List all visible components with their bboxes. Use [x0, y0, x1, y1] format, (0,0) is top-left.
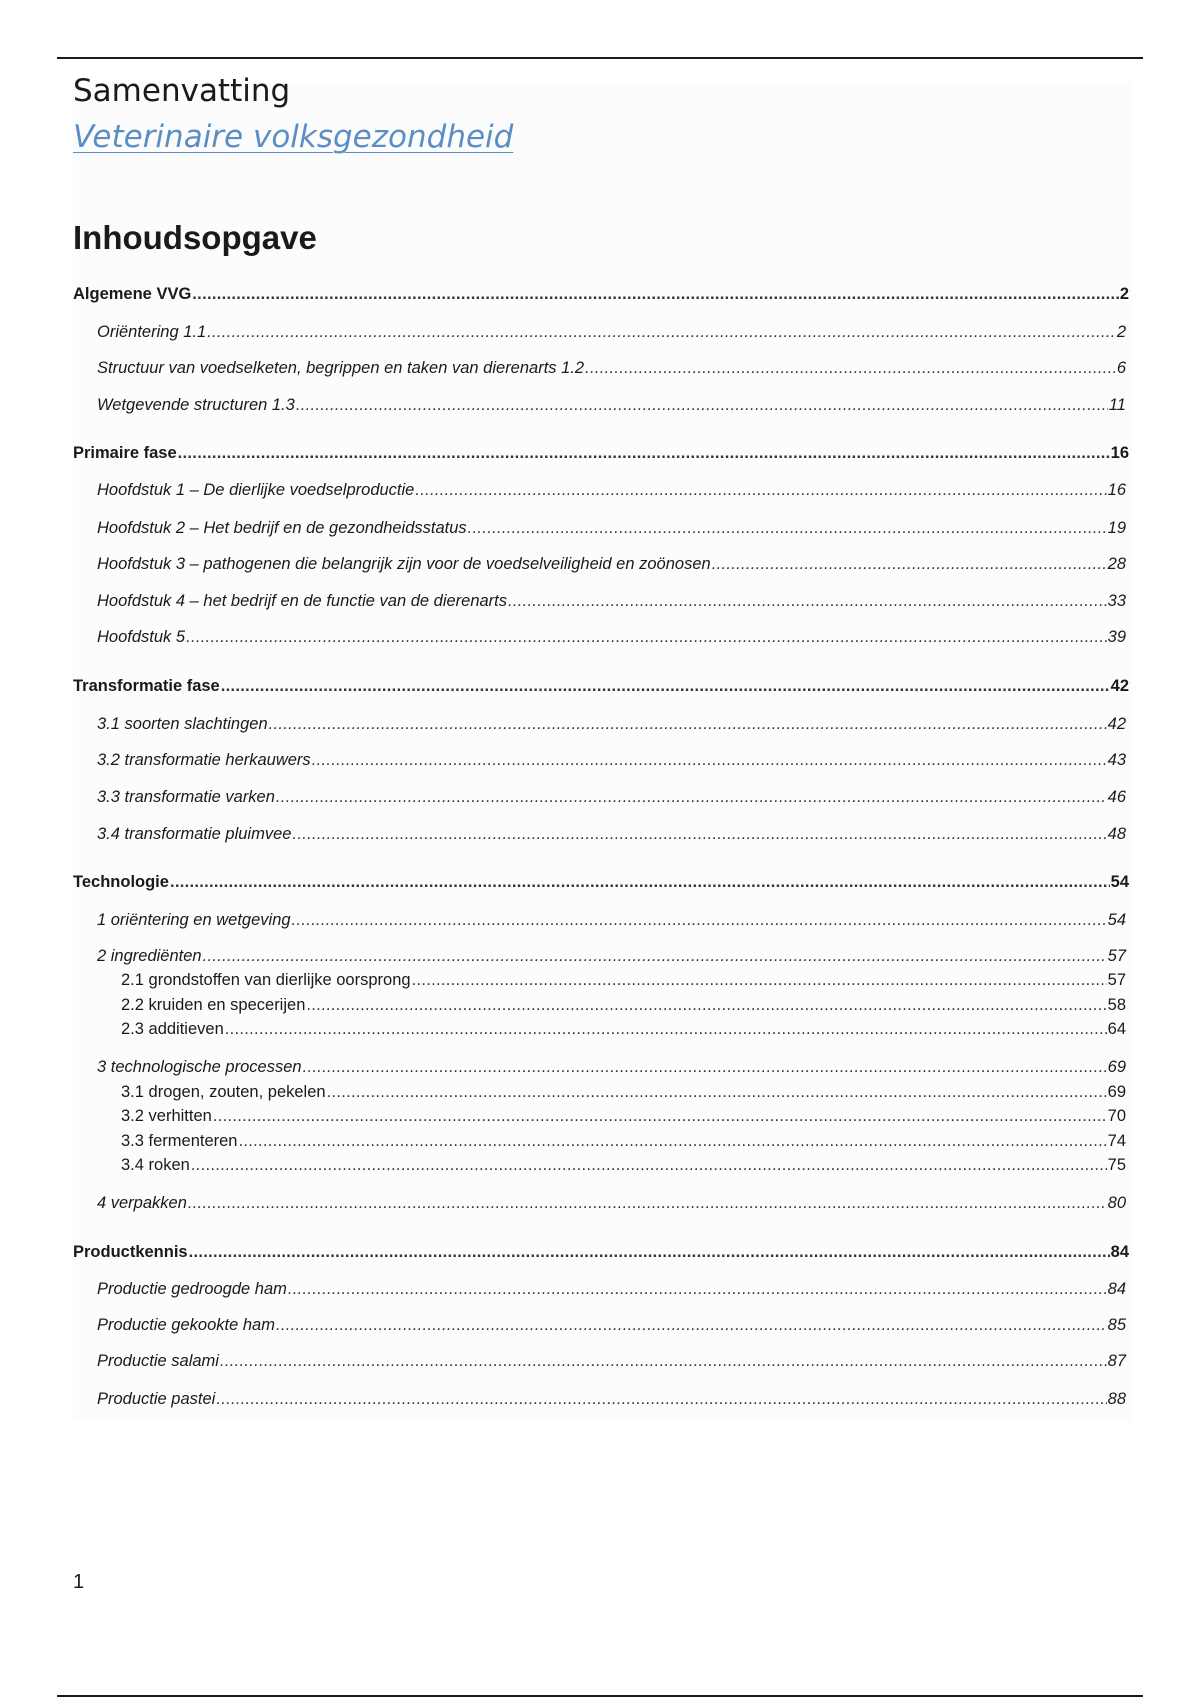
toc-entry-label: Primaire fase	[73, 444, 177, 462]
toc-entry-label: 3.2 transformatie herkauwers	[97, 751, 311, 769]
toc-leader	[276, 785, 1107, 809]
toc-page-number: 57	[1107, 947, 1126, 965]
toc-entry-label: 2 ingrediënten	[97, 947, 202, 965]
toc-page-number: 16	[1107, 481, 1126, 499]
toc-page-number: 48	[1107, 825, 1126, 843]
toc-entry-label: Hoofdstuk 1 – De dierlijke voedselproductie	[97, 481, 415, 499]
toc-entry-label: 2.1 grondstoffen van dierlijke oorsprong	[121, 971, 411, 989]
bottom-rule	[57, 1695, 1143, 1697]
toc-entry-wetgevende-structuren[interactable]	[97, 393, 1126, 417]
toc-leader	[207, 320, 1116, 344]
toc-leader	[220, 1349, 1107, 1373]
toc-leader	[306, 993, 1106, 1017]
toc-leader	[170, 870, 1110, 894]
toc-entry-hoofdstuk-2[interactable]	[97, 516, 1126, 540]
toc-page-number: 64	[1107, 1020, 1126, 1038]
page-number: 1	[73, 1571, 85, 1593]
toc-entry-label: Technologie	[73, 873, 169, 891]
toc-leader	[203, 944, 1107, 968]
toc-page-number: 58	[1107, 996, 1126, 1014]
toc-leader	[191, 1153, 1107, 1177]
toc-page-number: 2	[1119, 285, 1129, 303]
toc-entry-label: Transformatie fase	[73, 677, 220, 695]
toc-entry-label: 4 verpakken	[97, 1194, 187, 1212]
toc-entry-additieven[interactable]	[121, 1017, 1126, 1041]
toc-entry-hoofdstuk-5[interactable]	[97, 625, 1126, 649]
toc-entry-label: Productie salami	[97, 1352, 219, 1370]
toc-leader	[238, 1129, 1106, 1153]
toc-leader	[269, 712, 1107, 736]
toc-entry-label: Algemene VVG	[73, 285, 192, 303]
toc-entry-label: 3.1 soorten slachtingen	[97, 715, 268, 733]
toc-entry-transformatie-fase[interactable]	[73, 674, 1129, 698]
toc-page-number: 42	[1110, 677, 1129, 695]
toc-entry-gekookte-ham[interactable]	[97, 1313, 1126, 1337]
toc-page-number: 42	[1107, 715, 1126, 733]
toc-leader	[312, 748, 1107, 772]
toc-page-number: 57	[1107, 971, 1126, 989]
toc-entry-technologische-processen[interactable]	[97, 1055, 1126, 1079]
toc-page-number: 75	[1107, 1156, 1126, 1174]
toc-leader	[178, 441, 1110, 465]
toc-page-number: 33	[1107, 592, 1126, 610]
toc-entry-label: Structuur van voedselketen, begrippen en taken van dierenarts 1.2	[97, 359, 585, 377]
toc-entry-label: Hoofdstuk 4 – het bedrijf en de functie van de dierenarts	[97, 592, 508, 610]
toc-entry-label: Productie gekookte ham	[97, 1316, 275, 1334]
toc-leader	[327, 1080, 1107, 1104]
toc-entry-hoofdstuk-1[interactable]	[97, 478, 1126, 502]
toc-entry-label: Productie pastei	[97, 1390, 216, 1408]
toc-leader	[188, 1191, 1107, 1215]
toc-entry-label: 3.3 transformatie varken	[97, 788, 275, 806]
toc-entry-grondstoffen[interactable]	[121, 968, 1126, 992]
toc-page-number: 39	[1107, 628, 1126, 646]
toc-page-number: 6	[1116, 359, 1126, 377]
toc-entry-label: Hoofdstuk 3 – pathogenen die belangrijk zijn voor de voedselveiligheid en zoönosen	[97, 555, 711, 573]
toc-leader	[276, 1313, 1107, 1337]
toc-heading: Inhoudsopgave	[73, 219, 317, 256]
toc-entry-orientering-wetgeving[interactable]	[97, 908, 1126, 932]
toc-page-number: 43	[1107, 751, 1126, 769]
toc-page-number: 84	[1107, 1280, 1126, 1298]
document-subtitle-link[interactable]: Veterinaire volksgezondheid	[73, 119, 514, 155]
toc-leader	[216, 1387, 1106, 1411]
toc-page-number: 54	[1110, 873, 1129, 891]
toc-page-number: 69	[1107, 1058, 1126, 1076]
toc-entry-label: Wetgevende structuren 1.3	[97, 396, 295, 414]
toc-entry-salami[interactable]	[97, 1349, 1126, 1373]
toc-page-number: 85	[1107, 1316, 1126, 1334]
toc-entry-label: 2.2 kruiden en specerijen	[121, 996, 306, 1014]
toc-leader	[712, 552, 1107, 576]
toc-leader	[225, 1017, 1107, 1041]
toc-entry-label: Oriëntering 1.1	[97, 323, 207, 341]
toc-page-number: 16	[1110, 444, 1129, 462]
toc-entry-orientering[interactable]	[97, 320, 1126, 344]
toc-page-number: 46	[1107, 788, 1126, 806]
toc-leader	[213, 1104, 1107, 1128]
toc-entry-technologie[interactable]	[73, 870, 1129, 894]
toc-leader	[186, 625, 1107, 649]
toc-entry-label: Productie gedroogde ham	[97, 1280, 287, 1298]
toc-entry-label: 3.1 drogen, zouten, pekelen	[121, 1083, 326, 1101]
toc-page-number: 19	[1107, 519, 1126, 537]
toc-entry-label: 3.4 transformatie pluimvee	[97, 825, 292, 843]
toc-entry-transformatie-herkauwers[interactable]	[97, 748, 1126, 772]
toc-entry-verpakken[interactable]	[97, 1191, 1126, 1215]
toc-leader	[303, 1055, 1107, 1079]
toc-page-number: 88	[1107, 1390, 1126, 1408]
toc-entry-label: Productkennis	[73, 1243, 188, 1261]
toc-leader	[292, 822, 1106, 846]
toc-entry-structuur-voedselketen[interactable]	[97, 356, 1126, 380]
top-rule	[57, 57, 1143, 59]
toc-leader	[508, 589, 1107, 613]
toc-entry-kruiden-specerijen[interactable]	[121, 993, 1126, 1017]
toc-leader	[221, 674, 1110, 698]
toc-page-number: 2	[1116, 323, 1126, 341]
toc-leader	[192, 282, 1119, 306]
toc-entry-primaire-fase[interactable]	[73, 441, 1129, 465]
toc-entry-label: Hoofdstuk 2 – Het bedrijf en de gezondheidsstatus	[97, 519, 467, 537]
toc-page-number: 74	[1107, 1132, 1126, 1150]
toc-entry-roken[interactable]	[121, 1153, 1126, 1177]
toc-entry-verhitten[interactable]	[121, 1104, 1126, 1128]
toc-leader	[412, 968, 1107, 992]
toc-entry-hoofdstuk-3[interactable]	[97, 552, 1126, 576]
toc-entry-transformatie-pluimvee[interactable]	[97, 822, 1126, 846]
toc-page-number: 28	[1107, 555, 1126, 573]
toc-entry-transformatie-varken[interactable]	[97, 785, 1126, 809]
toc-leader	[585, 356, 1116, 380]
toc-page-number: 70	[1107, 1107, 1126, 1125]
toc-page-number: 84	[1110, 1243, 1129, 1261]
toc-entry-label: Hoofdstuk 5	[97, 628, 186, 646]
toc-entry-pastei[interactable]	[97, 1387, 1126, 1411]
toc-leader	[468, 516, 1107, 540]
document-title: Samenvatting	[73, 73, 291, 109]
toc-leader	[292, 908, 1107, 932]
toc-entry-gedroogde-ham[interactable]	[97, 1277, 1126, 1301]
toc-entry-label: 3.2 verhitten	[121, 1107, 212, 1125]
toc-page-number: 54	[1107, 911, 1126, 929]
toc-entry-productkennis[interactable]	[73, 1240, 1129, 1264]
toc-page-number: 80	[1107, 1194, 1126, 1212]
toc-entry-label: 2.3 additieven	[121, 1020, 224, 1038]
toc-entry-algemene-vvg[interactable]	[73, 282, 1129, 306]
toc-entry-label: 1 oriëntering en wetgeving	[97, 911, 291, 929]
toc-leader	[288, 1277, 1107, 1301]
toc-leader	[296, 393, 1108, 417]
toc-entry-ingredienten[interactable]	[97, 944, 1126, 968]
toc-entry-label: 3 technologische processen	[97, 1058, 302, 1076]
toc-entry-fermenteren[interactable]	[121, 1129, 1126, 1153]
toc-entry-label: 3.3 fermenteren	[121, 1132, 238, 1150]
toc-leader	[189, 1240, 1110, 1264]
toc-page-number: 69	[1107, 1083, 1126, 1101]
toc-entry-soorten-slachtingen[interactable]	[97, 712, 1126, 736]
toc-page-number: 87	[1107, 1352, 1126, 1370]
toc-entry-drogen-zouten-pekelen[interactable]	[121, 1080, 1126, 1104]
toc-entry-hoofdstuk-4[interactable]	[97, 589, 1126, 613]
toc-entry-label: 3.4 roken	[121, 1156, 190, 1174]
toc-leader	[415, 478, 1106, 502]
toc-page-number: 11	[1108, 396, 1126, 414]
